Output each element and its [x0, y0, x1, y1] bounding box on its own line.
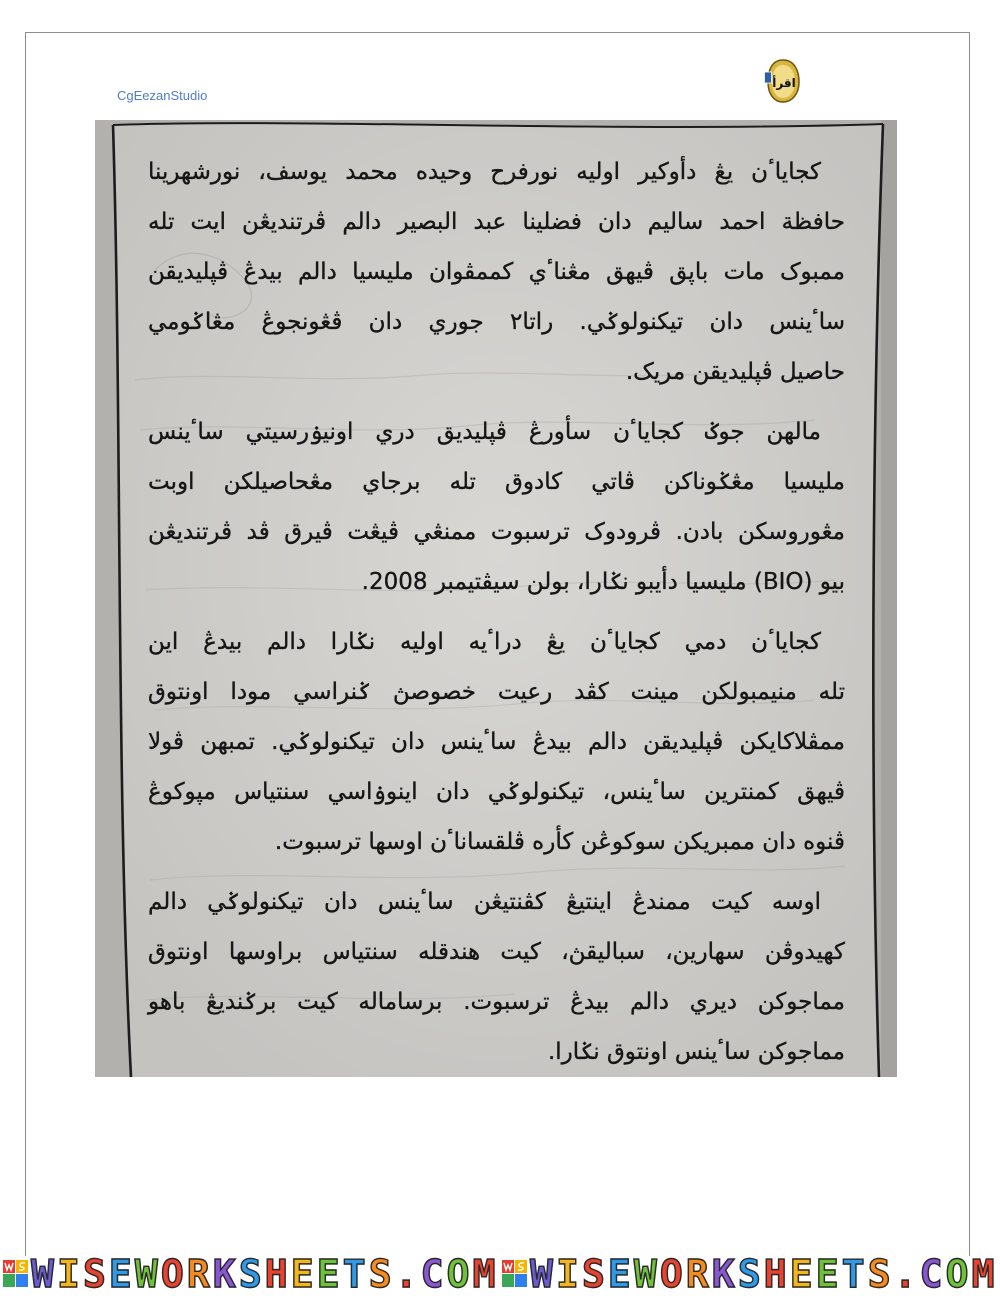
- logo-lettering: اقرأ: [772, 76, 796, 90]
- wiseworksheets-tile-icon: [3, 1260, 28, 1287]
- wiseworksheets-wordmark: WISEWORKSHEETS.COM: [31, 1252, 499, 1296]
- article-line: اوسه کيت ممندڠ اينتيڠ کڤنتيڠن ساٴينس دان تيکنولوݢي دالم: [148, 889, 821, 915]
- jawi-article-text: [148, 147, 845, 1077]
- tile-green: [3, 1274, 15, 1287]
- article-line: مڠوروسکن بادن. ڤرودوک ترسبوت ممنڠي ڤيڠت ڤيرق ڤد ڤرتنديڠن: [148, 519, 845, 545]
- book-icon: [765, 72, 772, 83]
- scan-right-shadow: [881, 120, 897, 1077]
- paragraph-4: [148, 877, 845, 1077]
- wiseworksheets-tile-icon: [502, 1260, 527, 1287]
- article-line: مماجوکن ساٴينس اونتوق نݢارا.: [547, 1039, 845, 1065]
- article-line: ڤيهق کمنترين ساٴينس، تيکنولوݢي دان اينوۏاسي سنتياس مڽوکوڠ: [148, 779, 845, 805]
- article-line: بيو (BIO) مليسيا دأيبو نݢارا، بولن سيڤتيمبر 2008.: [361, 569, 845, 595]
- article-line: تله منيمبولکن مينت کڤد رعيت خصوصڽ ݢنراسي مودا اونتوق: [148, 679, 845, 705]
- wiseworksheets-wordmark: WISEWORKSHEETS.COM: [530, 1252, 998, 1296]
- wiseworksheets-banner: [0, 1252, 1000, 1296]
- article-line: کجاياٴن دمي کجاياٴن يڠ دراٴيه اوليه نݢارا دالم بيدڠ اين: [148, 629, 821, 655]
- tile-blue: [16, 1274, 28, 1287]
- paragraph-1: [148, 147, 845, 397]
- article-line: کهيدوڤن سهارين، سباليقڽ، کيت هندقله سنتياس براوسها اونتوق: [148, 939, 845, 965]
- tile-blue: [515, 1274, 527, 1287]
- iqra-logo-emblem: [764, 58, 802, 104]
- article-line: حاصيل ڤڽليديقن مريک.: [625, 359, 845, 385]
- studio-credit-label: CgEezanStudio: [117, 88, 208, 103]
- tile-icon-graphic: [502, 1260, 527, 1287]
- article-line: مالهن جوݢ کجاياٴن سأورڠ ڤڽليديق دري اونيۏرسيتي ساٴينس: [148, 419, 821, 445]
- article-line: مليسيا مڠݢوناکن ڤاتي کادوق تله برجاي مڠحاصيلکن اوبت: [148, 469, 845, 495]
- iqra-logo: [764, 58, 802, 104]
- article-line: مماجوکن ديري دالم بيدڠ ترسبوت. برساماله کيت برݢنديڠ باهو: [148, 989, 845, 1015]
- scanned-text-image: [95, 120, 897, 1077]
- tile-icon-graphic: [3, 1260, 28, 1287]
- paragraph-3: [148, 617, 845, 867]
- article-line: ڤنوه دان ممبريکن سوکوڠن کأره ڤلقساناٴن اوسها ترسبوت.: [274, 829, 845, 855]
- article-line: کجاياٴن يڠ دأوکير اوليه نورفرح وحيده محمد يوسف، نورشهرينا: [148, 159, 821, 185]
- article-line: ساٴينس دان تيکنولوݢي. راتا٢ جوري دان ڤڠونجوڠ مڠاݢومي: [148, 309, 845, 335]
- article-line: ممڤلاکايکن ڤڽليديقن دالم بيدڠ ساٴينس دان تيکنولوݢي. تمبهن ڤولا: [148, 729, 845, 755]
- paragraph-2: [148, 407, 845, 607]
- article-line: ممبوک مات باڽق ڤيهق مڠناٴي کممڤوان مليسيا دالم بيدڠ ڤڽليديقن: [148, 259, 845, 285]
- article-line: حافظة احمد ساليم دان فضلينا عبد البصير دالم ڤرتنديڠن ايت تله: [148, 209, 845, 235]
- tile-green: [502, 1274, 514, 1287]
